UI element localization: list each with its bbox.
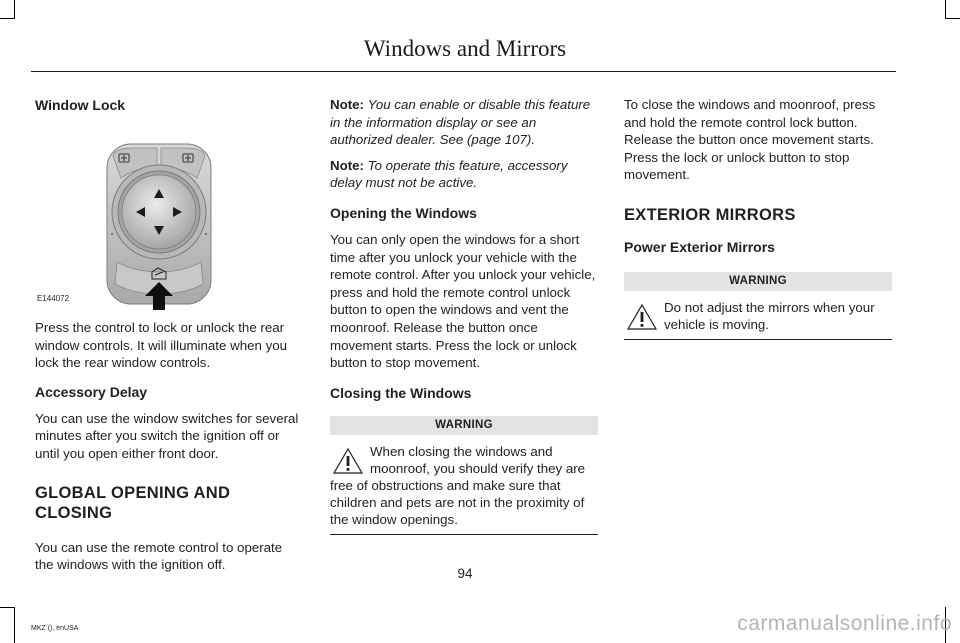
heading-closing-windows: Closing the Windows [330,384,472,401]
crop-mark [945,0,946,19]
column-right [624,96,892,340]
note-text: You can enable or disable this feature in the information display or see an authorized dealer. See (page 107). [330,97,591,148]
note-label: Note: [330,97,364,112]
para-opening-windows: You can only open the windows for a short time after you unlock your vehicle with the remote control. After you unlock your vehicle, press and hold the remote control unlock button to open the windows and vent the moonroof. Release the button once movement starts. Press the lock or unlock button to stop movement. [330,231,596,371]
crop-mark [14,607,15,643]
warning-text: Do not adjust the mirrors when your vehicle is moving. [664,299,875,332]
column-middle [330,96,598,535]
window-lock-figure [35,114,303,314]
document-id: MKZ (), enUSA [31,625,79,632]
warning-label: WARNING [624,272,892,291]
para-closing-windows: To close the windows and moonroof, press and hold the remote control lock button. Release the button once movement starts. Press the lock or unlock button to stop movement. [624,97,876,183]
para-window-lock: Press the control to lock or unlock the rear window controls. It will illuminate when you lock the rear window controls. [35,320,288,371]
para-global: You can use the remote control to operate the windows with the ignition off. [35,539,283,573]
mirror-control-switch-illustration [35,114,303,314]
crop-mark [946,18,960,19]
heading-accessory-delay: Accessory Delay [35,383,148,400]
figure-id: E144072 [37,294,70,303]
heading-exterior-mirrors: EXTERIOR MIRRORS [624,205,796,224]
page-title: Windows and Mirrors [363,36,567,61]
joystick-knob [122,175,196,249]
column-left [35,96,303,574]
heading-window-lock: Window Lock [35,97,126,113]
warning-box [624,272,892,340]
heading-global-opening-closing: GLOBAL OPENING AND CLOSING [35,483,231,522]
warning-box [330,416,598,535]
watermark: carmanualsonline.info [737,612,952,635]
title-divider [31,71,896,72]
warning-triangle-icon [332,447,364,475]
para-accessory-delay: You can use the window switches for several minutes after you switch the ignition off or until you open either front door. [35,410,299,461]
crop-mark [0,607,14,608]
heading-opening-windows: Opening the Windows [330,204,477,221]
note-label: Note: [330,157,364,173]
crop-mark [14,0,15,19]
crop-mark [0,18,14,19]
warning-label: WARNING [330,416,598,435]
warning-text: When closing the windows and moonroof, you should verify they are free of obstructions and make sure that children and pets are not in the proximity of the window openings. [330,443,586,527]
page-number: 94 [457,566,473,581]
warning-triangle-icon [626,303,658,331]
note-1 [330,96,598,149]
note-2 [330,157,598,192]
heading-power-exterior-mirrors: Power Exterior Mirrors [624,238,775,255]
note-text: To operate this feature, accessory delay must not be active. [330,157,568,191]
